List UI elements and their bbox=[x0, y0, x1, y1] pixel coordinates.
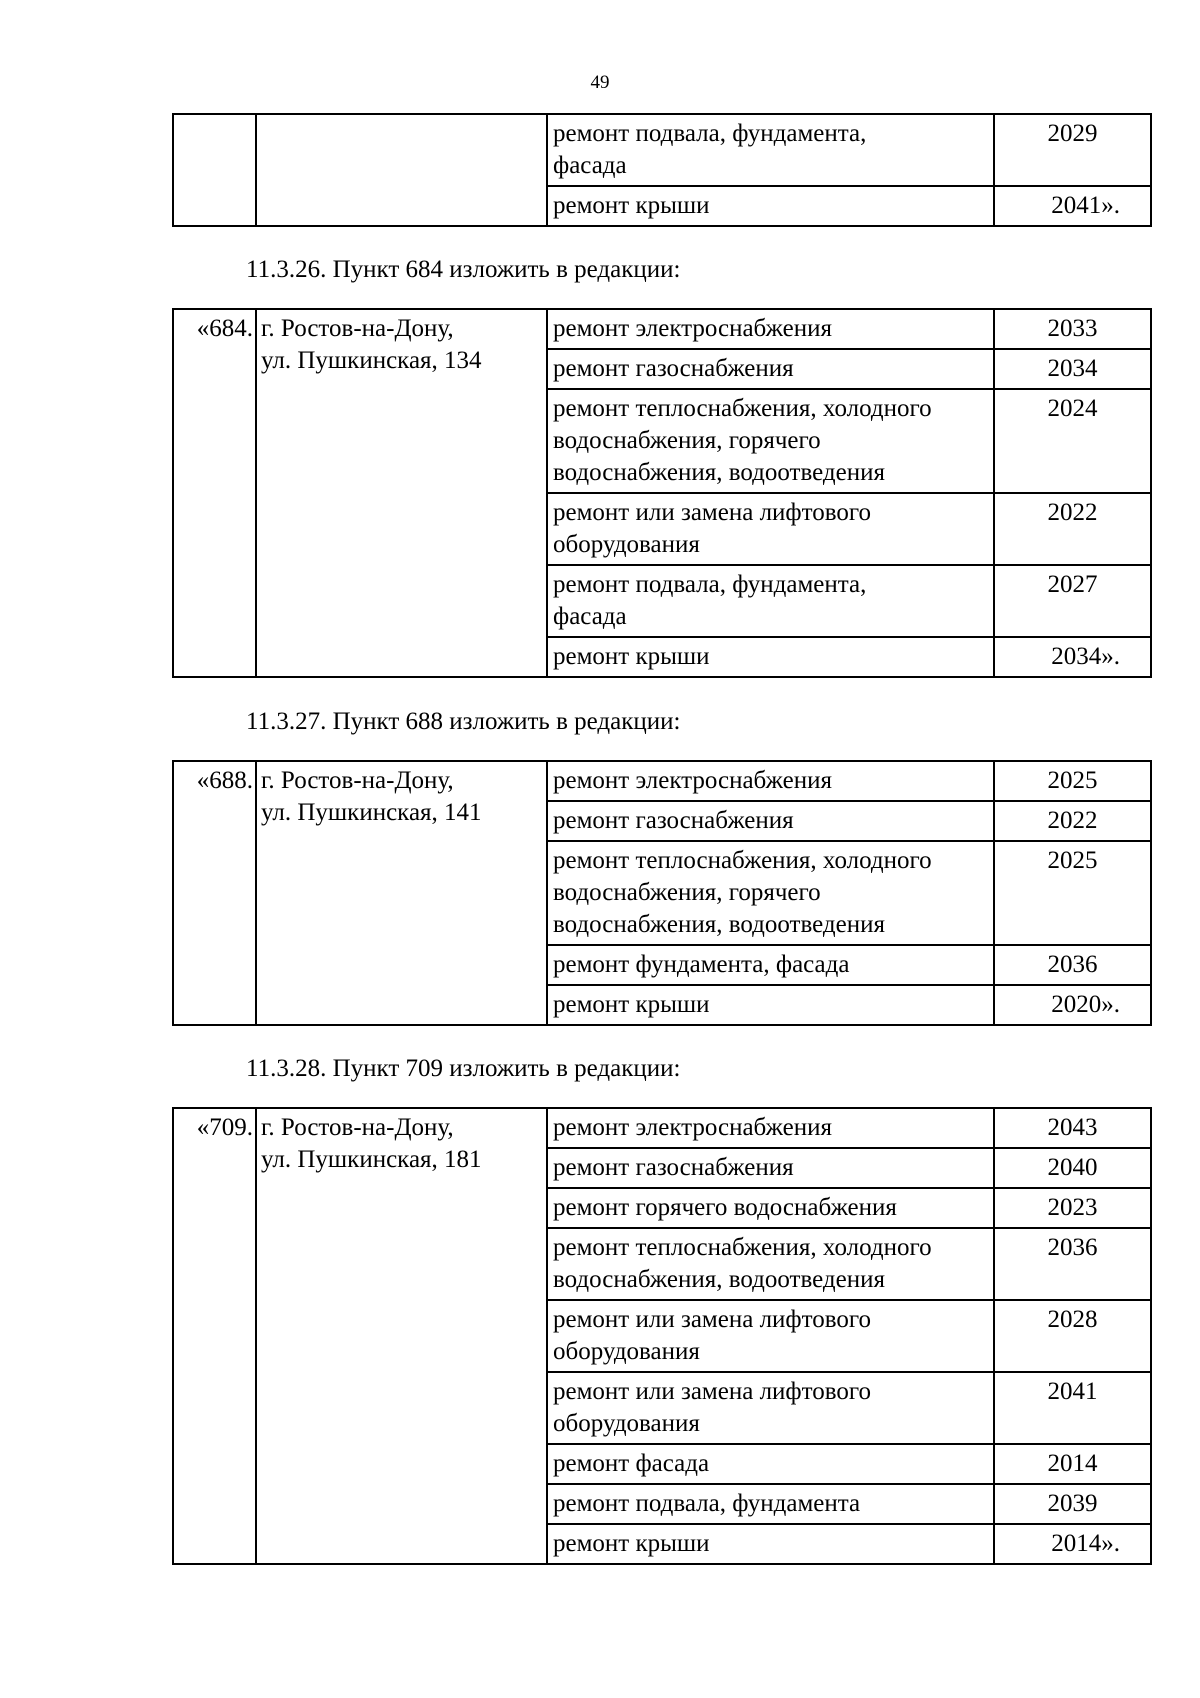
work-line: водоснабжения, водоотведения bbox=[553, 459, 885, 486]
table-row bbox=[173, 114, 1151, 186]
work-cell bbox=[547, 1372, 994, 1444]
address-cell bbox=[256, 761, 547, 1025]
section-heading-709: 11.3.28. Пункт 709 изложить в редакции: bbox=[246, 1055, 681, 1082]
year-cell: 2043 bbox=[994, 1108, 1151, 1148]
year-cell: 2028 bbox=[994, 1300, 1151, 1372]
work-cell: ремонт газоснабжения bbox=[547, 1148, 994, 1188]
year-cell: 2027 bbox=[994, 565, 1151, 637]
work-line: водоснабжения, горячего bbox=[553, 427, 821, 454]
work-line: ремонт подвала, фундамента, bbox=[553, 571, 867, 598]
work-cell bbox=[547, 493, 994, 565]
year-cell: 2041». bbox=[994, 186, 1151, 226]
work-cell: ремонт крыши bbox=[547, 1524, 994, 1564]
year-cell: 2022 bbox=[994, 493, 1151, 565]
work-cell: ремонт фундамента, фасада bbox=[547, 945, 994, 985]
address-cell bbox=[256, 1108, 547, 1564]
work-line: водоснабжения, горячего bbox=[553, 879, 821, 906]
year-cell: 2036 bbox=[994, 1228, 1151, 1300]
year-cell: 2034 bbox=[994, 349, 1151, 389]
year-cell: 2041 bbox=[994, 1372, 1151, 1444]
year-cell: 2033 bbox=[994, 309, 1151, 349]
work-line: водоснабжения, водоотведения bbox=[553, 911, 885, 938]
work-cell bbox=[547, 1300, 994, 1372]
work-line: фасада bbox=[553, 152, 627, 179]
address-line: г. Ростов-на-Дону, bbox=[261, 1114, 454, 1141]
address-line: г. Ростов-на-Дону, bbox=[261, 315, 454, 342]
year-cell: 2025 bbox=[994, 841, 1151, 945]
address-line: ул. Пушкинская, 141 bbox=[261, 799, 482, 826]
year-cell: 2020». bbox=[994, 985, 1151, 1025]
address-line: ул. Пушкинская, 134 bbox=[261, 347, 482, 374]
item-table-709 bbox=[172, 1107, 1152, 1565]
year-cell: 2014 bbox=[994, 1444, 1151, 1484]
year-cell: 2034». bbox=[994, 637, 1151, 677]
work-cell: ремонт подвала, фундамента bbox=[547, 1484, 994, 1524]
section-heading-688: 11.3.27. Пункт 688 изложить в редакции: bbox=[246, 708, 681, 735]
continuation-table bbox=[172, 113, 1152, 227]
work-cell bbox=[547, 1228, 994, 1300]
work-cell: ремонт фасада bbox=[547, 1444, 994, 1484]
address-cell bbox=[256, 114, 547, 226]
item-table-688 bbox=[172, 760, 1152, 1026]
work-cell: ремонт электроснабжения bbox=[547, 1108, 994, 1148]
address-cell bbox=[256, 309, 547, 677]
year-cell: 2029 bbox=[994, 114, 1151, 186]
work-line: ремонт или замена лифтового bbox=[553, 1306, 871, 1333]
work-cell bbox=[547, 565, 994, 637]
work-line: ремонт подвала, фундамента, bbox=[553, 120, 867, 147]
address-line: г. Ростов-на-Дону, bbox=[261, 767, 454, 794]
item-number-cell: «709. bbox=[173, 1108, 256, 1564]
work-line: ремонт теплоснабжения, холодного bbox=[553, 847, 932, 874]
address-line: ул. Пушкинская, 181 bbox=[261, 1146, 482, 1173]
year-cell: 2023 bbox=[994, 1188, 1151, 1228]
work-cell: ремонт крыши bbox=[547, 186, 994, 226]
year-cell: 2040 bbox=[994, 1148, 1151, 1188]
work-cell bbox=[547, 114, 994, 186]
year-cell: 2014». bbox=[994, 1524, 1151, 1564]
work-line: оборудования bbox=[553, 1338, 700, 1365]
item-number-cell: «688. bbox=[173, 761, 256, 1025]
work-line: водоснабжения, водоотведения bbox=[553, 1266, 885, 1293]
item-table-684 bbox=[172, 308, 1152, 678]
work-line: ремонт или замена лифтового bbox=[553, 499, 871, 526]
year-cell: 2025 bbox=[994, 761, 1151, 801]
work-cell: ремонт горячего водоснабжения bbox=[547, 1188, 994, 1228]
work-cell: ремонт газоснабжения bbox=[547, 349, 994, 389]
year-cell: 2024 bbox=[994, 389, 1151, 493]
work-line: оборудования bbox=[553, 531, 700, 558]
work-line: ремонт теплоснабжения, холодного bbox=[553, 1234, 932, 1261]
work-cell: ремонт газоснабжения bbox=[547, 801, 994, 841]
work-line: ремонт теплоснабжения, холодного bbox=[553, 395, 932, 422]
table-row bbox=[173, 761, 1151, 801]
work-line: оборудования bbox=[553, 1410, 700, 1437]
table-row bbox=[173, 309, 1151, 349]
section-heading-684: 11.3.26. Пункт 684 изложить в редакции: bbox=[246, 256, 681, 283]
page-number: 49 bbox=[590, 72, 610, 93]
work-line: фасада bbox=[553, 603, 627, 630]
table-row bbox=[173, 1108, 1151, 1148]
work-cell: ремонт электроснабжения bbox=[547, 761, 994, 801]
year-cell: 2039 bbox=[994, 1484, 1151, 1524]
work-cell: ремонт крыши bbox=[547, 637, 994, 677]
work-line: ремонт или замена лифтового bbox=[553, 1378, 871, 1405]
work-cell: ремонт электроснабжения bbox=[547, 309, 994, 349]
item-number-cell bbox=[173, 114, 256, 226]
work-cell bbox=[547, 389, 994, 493]
work-cell bbox=[547, 841, 994, 945]
item-number-cell: «684. bbox=[173, 309, 256, 677]
year-cell: 2036 bbox=[994, 945, 1151, 985]
year-cell: 2022 bbox=[994, 801, 1151, 841]
work-cell: ремонт крыши bbox=[547, 985, 994, 1025]
